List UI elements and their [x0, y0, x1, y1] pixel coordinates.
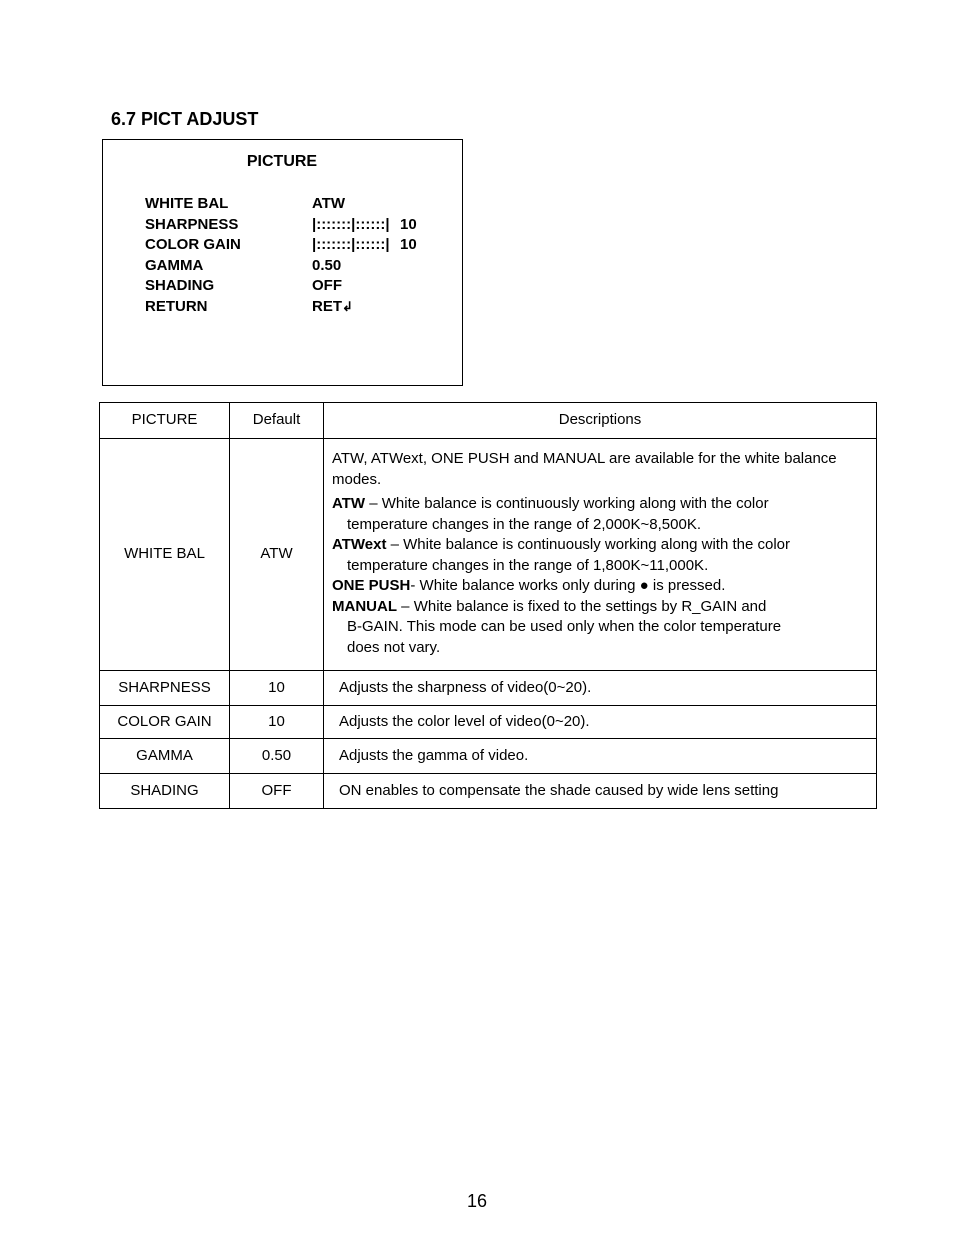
osd-label: RETURN — [145, 298, 208, 315]
setting-name: GAMMA — [100, 739, 230, 774]
osd-label: WHITE BAL — [145, 195, 229, 212]
setting-name: SHADING — [100, 774, 230, 809]
page-number: 16 — [466, 1191, 488, 1211]
white-bal-intro: ATW, ATWext, ONE PUSH and MANUAL are available for the white balance modes. — [332, 450, 837, 488]
table-header-row — [100, 403, 877, 439]
osd-value: OFF — [312, 277, 342, 294]
mode-atw: ATW – White balance is continuously working along with the color temperature changes in the range of 2,000K~8,500K. — [332, 495, 769, 533]
picture-settings-table — [99, 402, 877, 809]
osd-level-number: 10 — [400, 236, 417, 253]
osd-value: 0.50 — [312, 257, 342, 274]
table-row — [100, 439, 877, 671]
setting-description: ON enables to compensate the shade caused by wide lens setting — [324, 774, 877, 809]
osd-level-bar: |:::::::|::::::| — [312, 236, 390, 253]
setting-default: OFF — [230, 774, 324, 809]
column-header: PICTURE — [100, 403, 230, 439]
osd-picture-menu — [102, 139, 463, 386]
osd-level-number: 10 — [400, 216, 417, 233]
setting-description — [324, 439, 877, 671]
section-title: 6.7 PICT ADJUST — [111, 109, 259, 129]
setting-default: 10 — [230, 706, 324, 739]
osd-value — [312, 298, 353, 315]
table-row — [100, 739, 877, 774]
osd-value: ATW — [312, 195, 346, 212]
column-header: Default — [230, 403, 324, 439]
osd-label: GAMMA — [145, 257, 204, 274]
return-arrow-icon: ↲ — [342, 299, 353, 314]
table-row — [100, 774, 877, 809]
setting-name: WHITE BAL — [100, 439, 230, 671]
setting-description: Adjusts the color level of video(0~20). — [324, 706, 877, 739]
osd-menu-title: PICTURE — [246, 153, 318, 170]
osd-level-bar: |:::::::|::::::| — [312, 216, 390, 233]
mode-atwext: ATWext – White balance is continuously working along with the color temperature changes in the range of 1,800K~11,000K. — [332, 536, 791, 574]
setting-name: SHARPNESS — [100, 671, 230, 706]
setting-default: 10 — [230, 671, 324, 706]
setting-description: Adjusts the gamma of video. — [324, 739, 877, 774]
osd-return-text: RET — [312, 298, 342, 315]
osd-label: COLOR GAIN — [145, 236, 241, 253]
mode-one-push: ONE PUSH- White balance works only during ● is pressed. — [332, 577, 726, 594]
osd-label: SHARPNESS — [145, 216, 239, 233]
setting-name: COLOR GAIN — [100, 706, 230, 739]
table-row — [100, 706, 877, 739]
setting-description: Adjusts the sharpness of video(0~20). — [324, 671, 877, 706]
table-row — [100, 671, 877, 706]
column-header: Descriptions — [324, 403, 877, 439]
osd-label: SHADING — [145, 277, 215, 294]
setting-default: 0.50 — [230, 739, 324, 774]
mode-manual: MANUAL – White balance is fixed to the settings by R_GAIN and B-GAIN. This mode can be used only when the color temperature does not vary. — [332, 597, 782, 656]
setting-default: ATW — [230, 439, 324, 671]
